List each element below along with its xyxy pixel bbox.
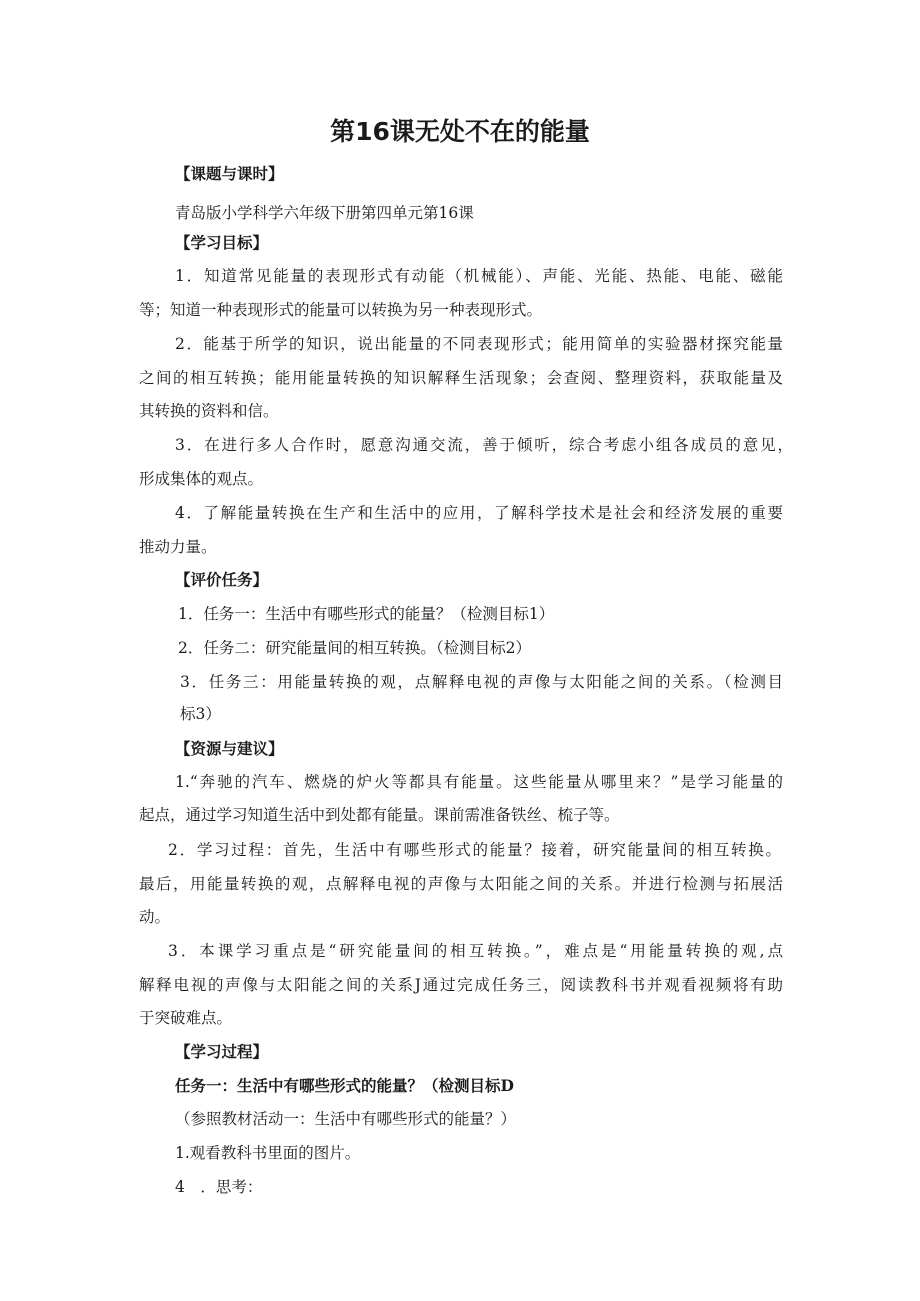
heading-course: 【课题与课时】 (175, 164, 284, 183)
eval-1: 1．任务一：生活中有哪些形式的能量？（检测目标1） (178, 605, 555, 623)
goal-2-line-3: 其转换的资料和信。 (139, 402, 279, 420)
res-2-line-1: 2．学习过程：首先，生活中有哪些形式的能量？接着，研究能量间的相互转换。 (168, 841, 781, 859)
course-info: 青岛版小学科学六年级下册第四单元第16课 (175, 204, 474, 222)
goal-3-line-2: 形成集体的观点。 (139, 470, 264, 488)
heading-process: 【学习过程】 (175, 1042, 269, 1061)
goal-4-line-2: 推动力量。 (139, 538, 217, 556)
goal-1-line-2: 等；知道一种表现形式的能量可以转换为另一种表现形式。 (139, 301, 543, 319)
goal-1-line-1: 1．知道常见能量的表现形式有动能（机械能）、声能、光能、热能、电能、磁能 (175, 267, 783, 285)
res-2-line-3: 动。 (139, 908, 171, 926)
page-title: 第16课无处不在的能量 (330, 117, 590, 146)
goal-4-line-1: 4．了解能量转换在生产和生活中的应用，了解科学技术是社会和经济发展的重要 (175, 504, 783, 522)
eval-3-line-2: 标3） (180, 705, 221, 723)
goal-3-line-1: 3．在进行多人合作时，愿意沟通交流，善于倾听，综合考虑小组各成员的意见， (175, 436, 793, 454)
res-3-line-1: 3．本课学习重点是“研究能量间的相互转换。”，难点是“用能量转换的观,点 (168, 942, 783, 960)
res-2-line-2: 最后，用能量转换的观，点解释电视的声像与太阳能之间的关系。并进行检测与拓展活 (139, 875, 783, 893)
step-4: 4 ．思考： (175, 1178, 263, 1196)
task-1-reference: （参照教材活动一：生活中有哪些形式的能量？） (175, 1110, 517, 1128)
eval-3-line-1: 3．任务三：用能量转换的观，点解释电视的声像与太阳能之间的关系。（检测目 (180, 673, 783, 691)
heading-eval: 【评价任务】 (175, 570, 269, 589)
res-3-line-3: 于突破难点。 (139, 1009, 233, 1027)
heading-resources: 【资源与建议】 (175, 739, 284, 758)
res-1-line-2: 起点，通过学习知道生活中到处都有能量。课前需准备铁丝、梳子等。 (139, 806, 620, 824)
res-1-line-1: 1.“奔驰的汽车、燃烧的炉火等都具有能量。这些能量从哪里来？”是学习能量的 (175, 773, 783, 791)
heading-goals: 【学习目标】 (175, 233, 269, 252)
goal-2-line-2: 之间的相互转换；能用能量转换的知识解释生活现象；会查阅、整理资料，获取能量及 (139, 369, 783, 387)
eval-2: 2．任务二：研究能量间的相互转换。（检测目标2） (178, 639, 531, 657)
step-1: 1.观看教科书里面的图片。 (175, 1144, 361, 1162)
goal-2-line-1: 2．能基于所学的知识，说出能量的不同表现形式；能用简单的实验器材探究能量 (175, 335, 783, 353)
res-3-line-2: 解释电视的声像与太阳能之间的关系J通过完成任务三，阅读教科书并观看视频将有助 (139, 976, 783, 994)
task-1-heading: 任务一：生活中有哪些形式的能量？（检测目标D (175, 1076, 514, 1095)
